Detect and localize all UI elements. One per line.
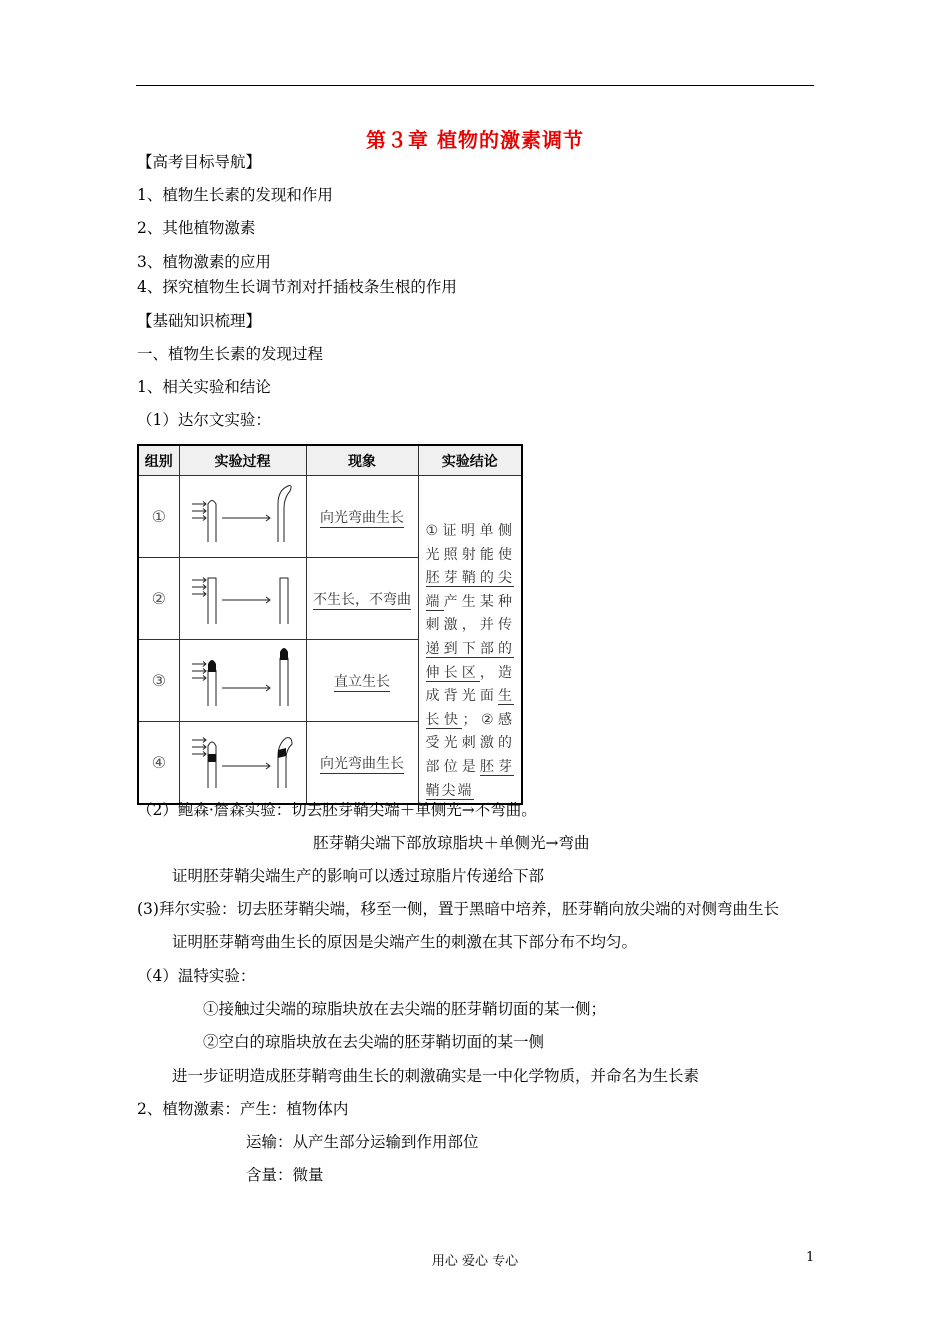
boysen-jensen-conclusion: 证明胚芽鞘尖端生产的影响可以透过琼脂片传递给下部 (172, 867, 545, 885)
experiment-diagram (179, 722, 306, 805)
opaque-cap-icon (280, 648, 288, 660)
opaque-sleeve-icon (208, 754, 216, 762)
boysen-jensen-line-1: （2）鲍森·詹森实验：切去胚芽鞘尖端＋单侧光→不弯曲。 (137, 801, 537, 819)
boysen-jensen-line-2: 胚芽鞘尖端下部放琼脂块＋单侧光→弯曲 (313, 834, 590, 852)
darwin-label: （1）达尔文实验： (137, 411, 271, 429)
experiment-table (137, 444, 523, 805)
opaque-cap-icon (208, 660, 216, 672)
table-row (138, 476, 522, 558)
conclusion-cell (418, 476, 522, 805)
phenomenon-cell (306, 476, 418, 558)
header-group: 组别 (138, 445, 179, 476)
conclusion-underline: 生长快 (425, 688, 514, 728)
nav-item-1: 1、植物生长素的发现和作用 (137, 186, 333, 204)
opaque-sleeve-icon (278, 748, 286, 758)
conclusion-text: ；②感受光刺激的部位是 (425, 711, 514, 775)
conclusion-text: ，造成背光面 (425, 664, 514, 705)
phenomenon-cell (306, 722, 418, 805)
conclusion-underline: 递到下部的伸长区 (425, 640, 514, 681)
nav-item-3: 3、植物激素的应用 (137, 253, 271, 271)
header-phenomenon: 现象 (306, 445, 418, 476)
conclusion-underline: 胚芽鞘尖端 (425, 758, 514, 799)
conclusion-text: 产生某种刺激，并传 (425, 593, 514, 634)
row-index: ① (138, 476, 179, 558)
basics-heading: 【基础知识梳理】 (137, 312, 262, 330)
went-item-2: ②空白的琼脂块放在去尖端的胚芽鞘切面的某一侧 (203, 1033, 545, 1051)
row-index: ② (138, 558, 179, 640)
nav-item-2: 2、其他植物激素 (137, 219, 256, 237)
header-rule (136, 85, 814, 86)
header-process: 实验过程 (179, 445, 306, 476)
header-conclusion: 实验结论 (418, 445, 522, 476)
experiment-diagram (179, 476, 306, 558)
conclusion-underline: 胚芽鞘的尖端 (425, 570, 514, 610)
phenomenon-text: 向光弯曲生长 (320, 509, 404, 526)
phenomenon-text: 不生长，不弯曲 (313, 591, 411, 608)
coleoptile-diagram-intact (180, 478, 305, 556)
paal-experiment-line: (3)拜尔实验：切去胚芽鞘尖端，移至一侧，置于黑暗中培养，胚芽鞘向放尖端的对侧弯曲生长 (137, 900, 779, 918)
coleoptile-diagram-base-covered (180, 724, 305, 802)
phenomenon-cell (306, 558, 418, 640)
hormone-origin: 2、植物激素：产生：植物体内 (137, 1100, 349, 1118)
went-item-1: ①接触过尖端的琼脂块放在去尖端的胚芽鞘切面的某一侧； (203, 1000, 607, 1018)
nav-item-4: 4、探究植物生长调节剂对扦插枝条生根的作用 (137, 278, 457, 296)
section-heading: 一、植物生长素的发现过程 (137, 345, 324, 363)
coleoptile-diagram-decapitated (180, 560, 305, 638)
went-label: （4）温特实验： (137, 967, 256, 985)
chapter-title: 第３章 植物的激素调节 (366, 128, 584, 152)
experiment-diagram (179, 558, 306, 640)
phenomenon-cell (306, 640, 418, 722)
row-index: ④ (138, 722, 179, 805)
went-conclusion: 进一步证明造成胚芽鞘弯曲生长的刺激确实是一中化学物质，并命名为生长素 (172, 1067, 700, 1085)
phenomenon-text: 向光弯曲生长 (320, 755, 404, 772)
hormone-transport: 运输：从产生部分运输到作用部位 (246, 1133, 479, 1151)
experiment-diagram (179, 640, 306, 722)
table-header-row (138, 445, 522, 476)
page-number: 1 (806, 1250, 815, 1265)
conclusion-text: ①证明单侧光照射能使 (425, 523, 514, 563)
paal-conclusion: 证明胚芽鞘弯曲生长的原因是尖端产生的刺激在其下部分布不均匀。 (172, 933, 638, 951)
phenomenon-text: 直立生长 (334, 673, 390, 690)
nav-heading: 【高考目标导航】 (137, 153, 262, 171)
row-index: ③ (138, 640, 179, 722)
coleoptile-diagram-tip-covered (180, 642, 305, 720)
hormone-amount: 含量：微量 (246, 1166, 324, 1184)
page-footer: 用心 爱心 专心 (431, 1254, 519, 1269)
subsection-heading: 1、相关实验和结论 (137, 378, 271, 396)
